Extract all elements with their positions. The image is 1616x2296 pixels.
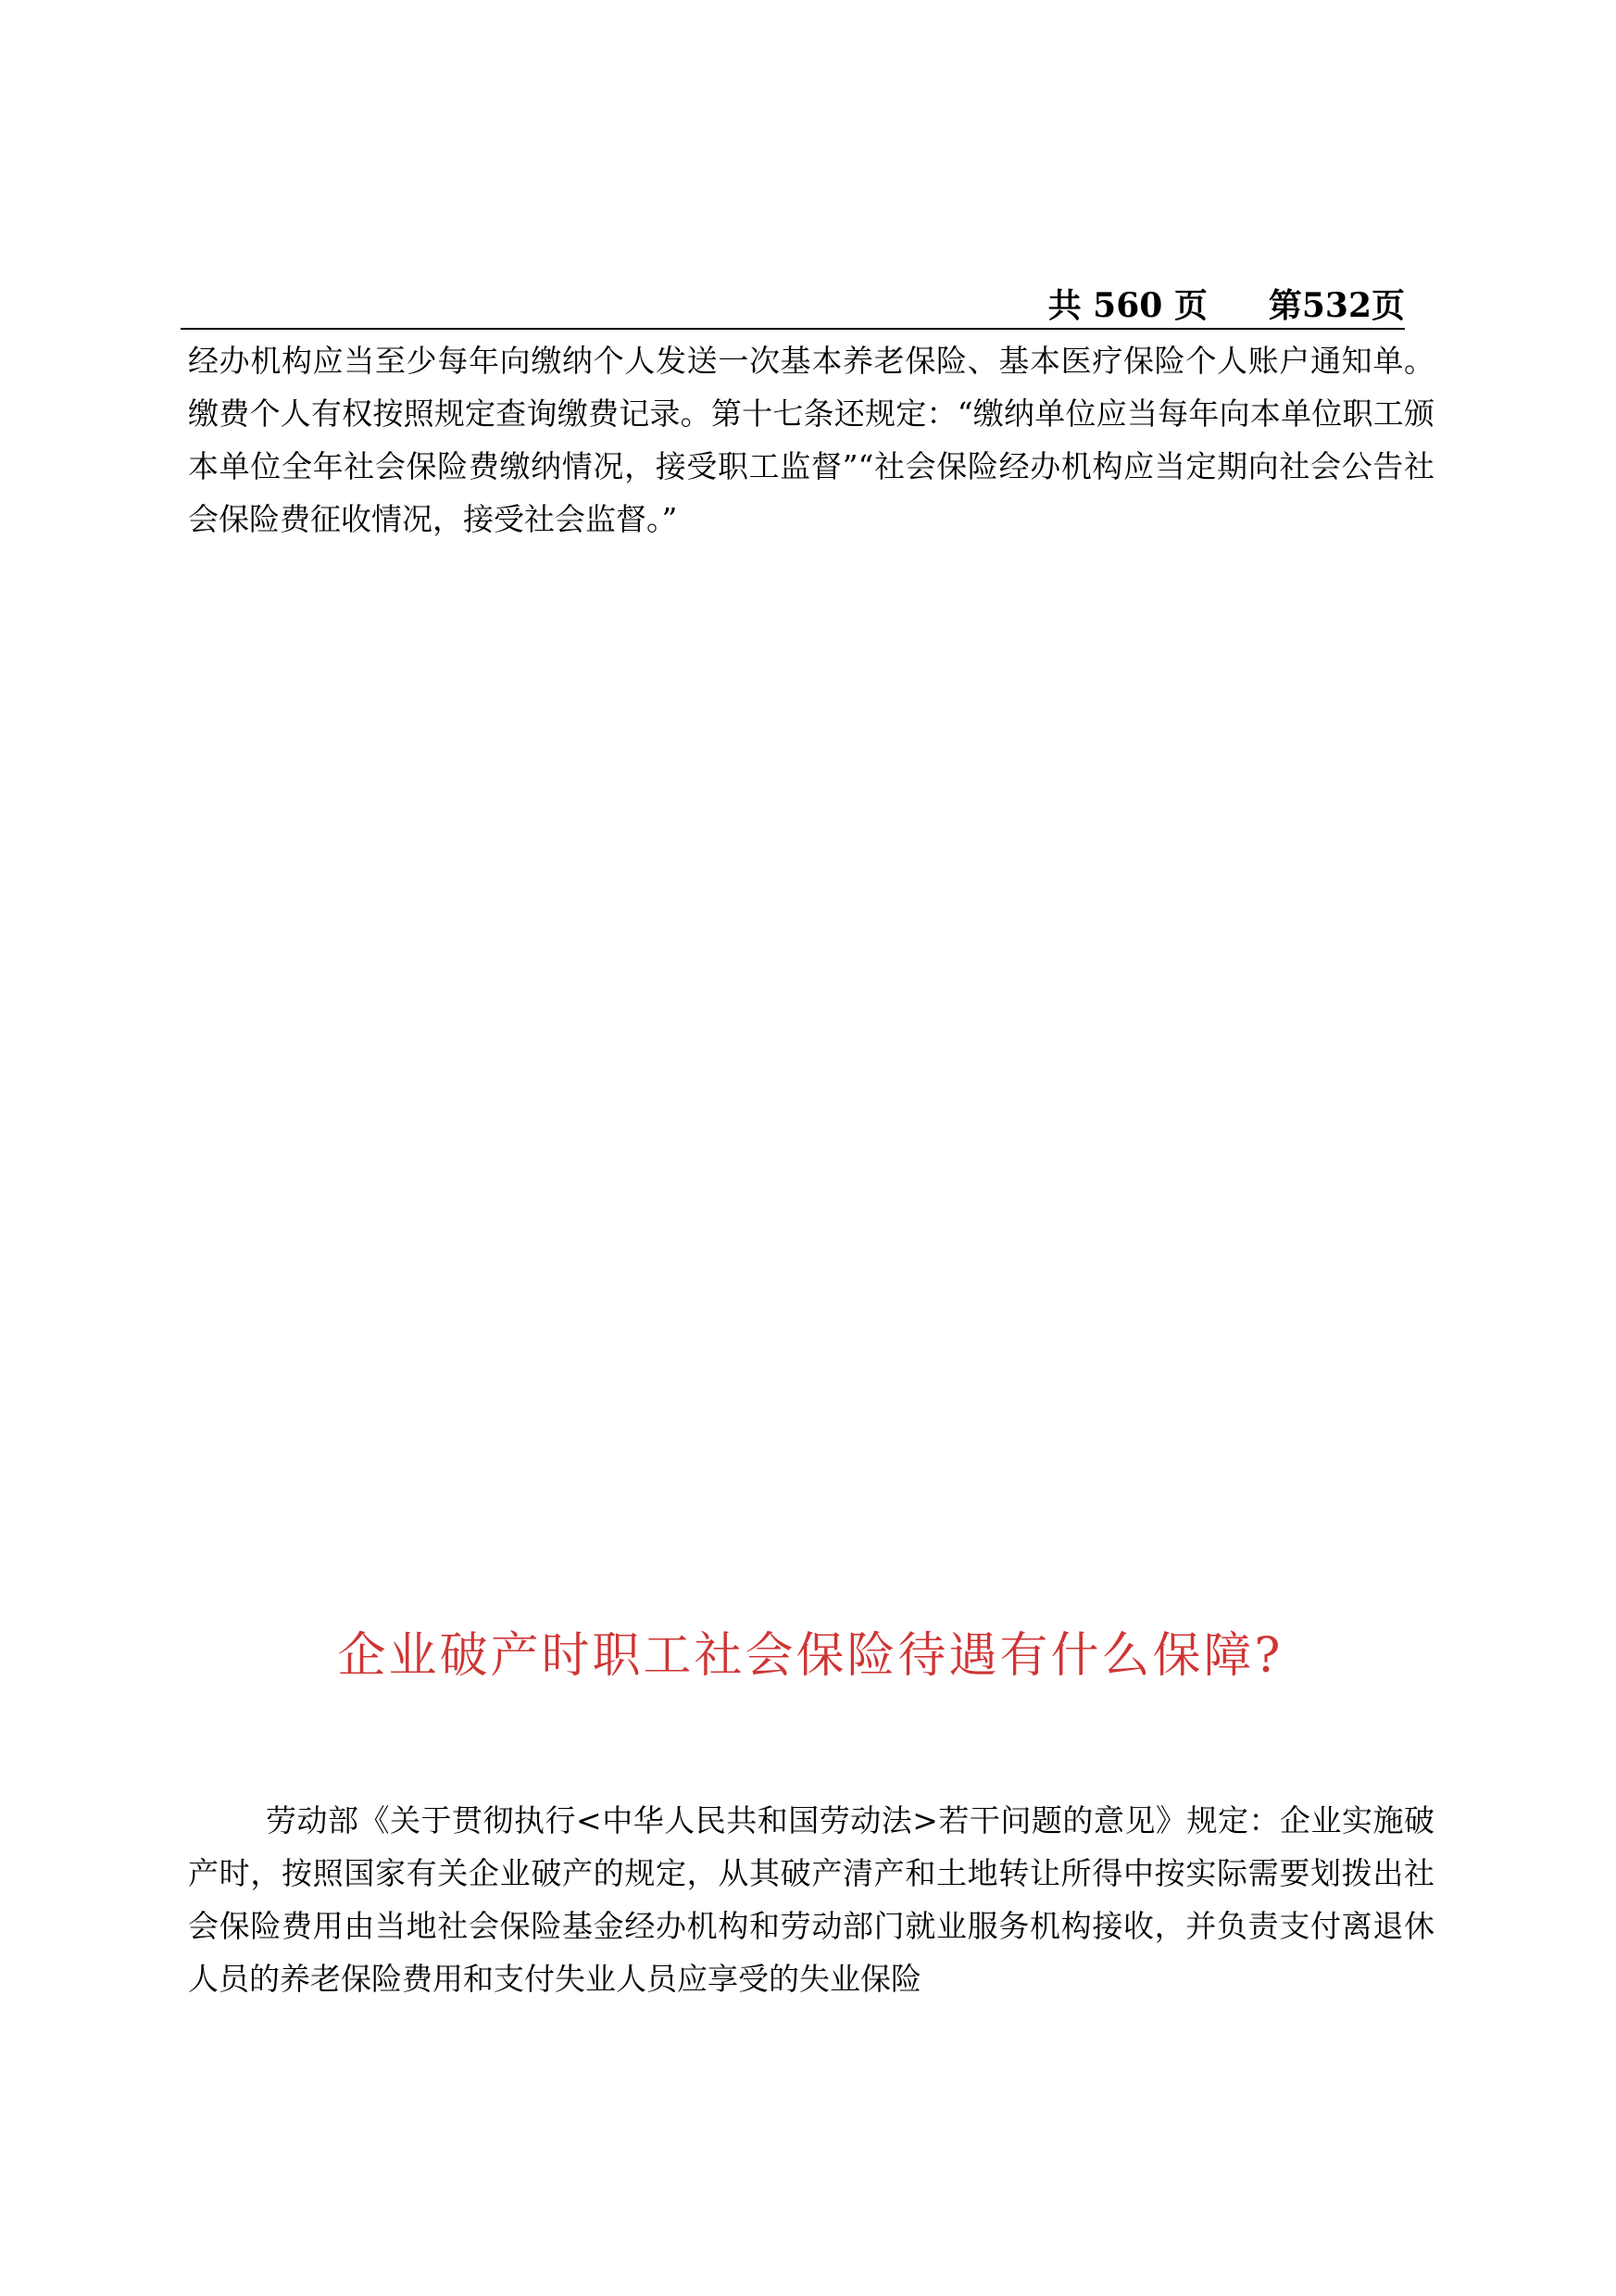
page-counter (1048, 283, 1405, 328)
section-title: 企业破产时职工社会保险待遇有什么保障? (337, 1628, 1284, 1684)
total-pages-label: 共 560 页 (1047, 286, 1208, 325)
body-paragraph-1: 经办机构应当至少每年向缴纳个人发送一次基本养老保险、基本医疗保险个人账户通知单。缴费个人有权按照规定查询缴费记录。第十七条还规定：“缴纳单位应当每年向本单位职工颁本单位全年社会保险费缴纳情况，接受职工监督”“社会保险经办机构应当定期向社会公告社会保险费征收情况，接受社会监督。” (188, 343, 1434, 537)
body-paragraph-2: 劳动部《关于贯彻执行<中华人民共和国劳动法>若干问题的意见》规定：企业实施破产时，按照国家有关企业破产的规定，从其破产清产和土地转让所得中按实际需要划拨出社会保险费用由当地社会保险基金经办机构和劳动部门就业服务机构接收，并负责支付离退休人员的养老保险费用和支付失业人员应享受的失业保险 (188, 1802, 1434, 1997)
current-page-label: 第532页 (1268, 286, 1405, 325)
page-header (181, 283, 1405, 330)
